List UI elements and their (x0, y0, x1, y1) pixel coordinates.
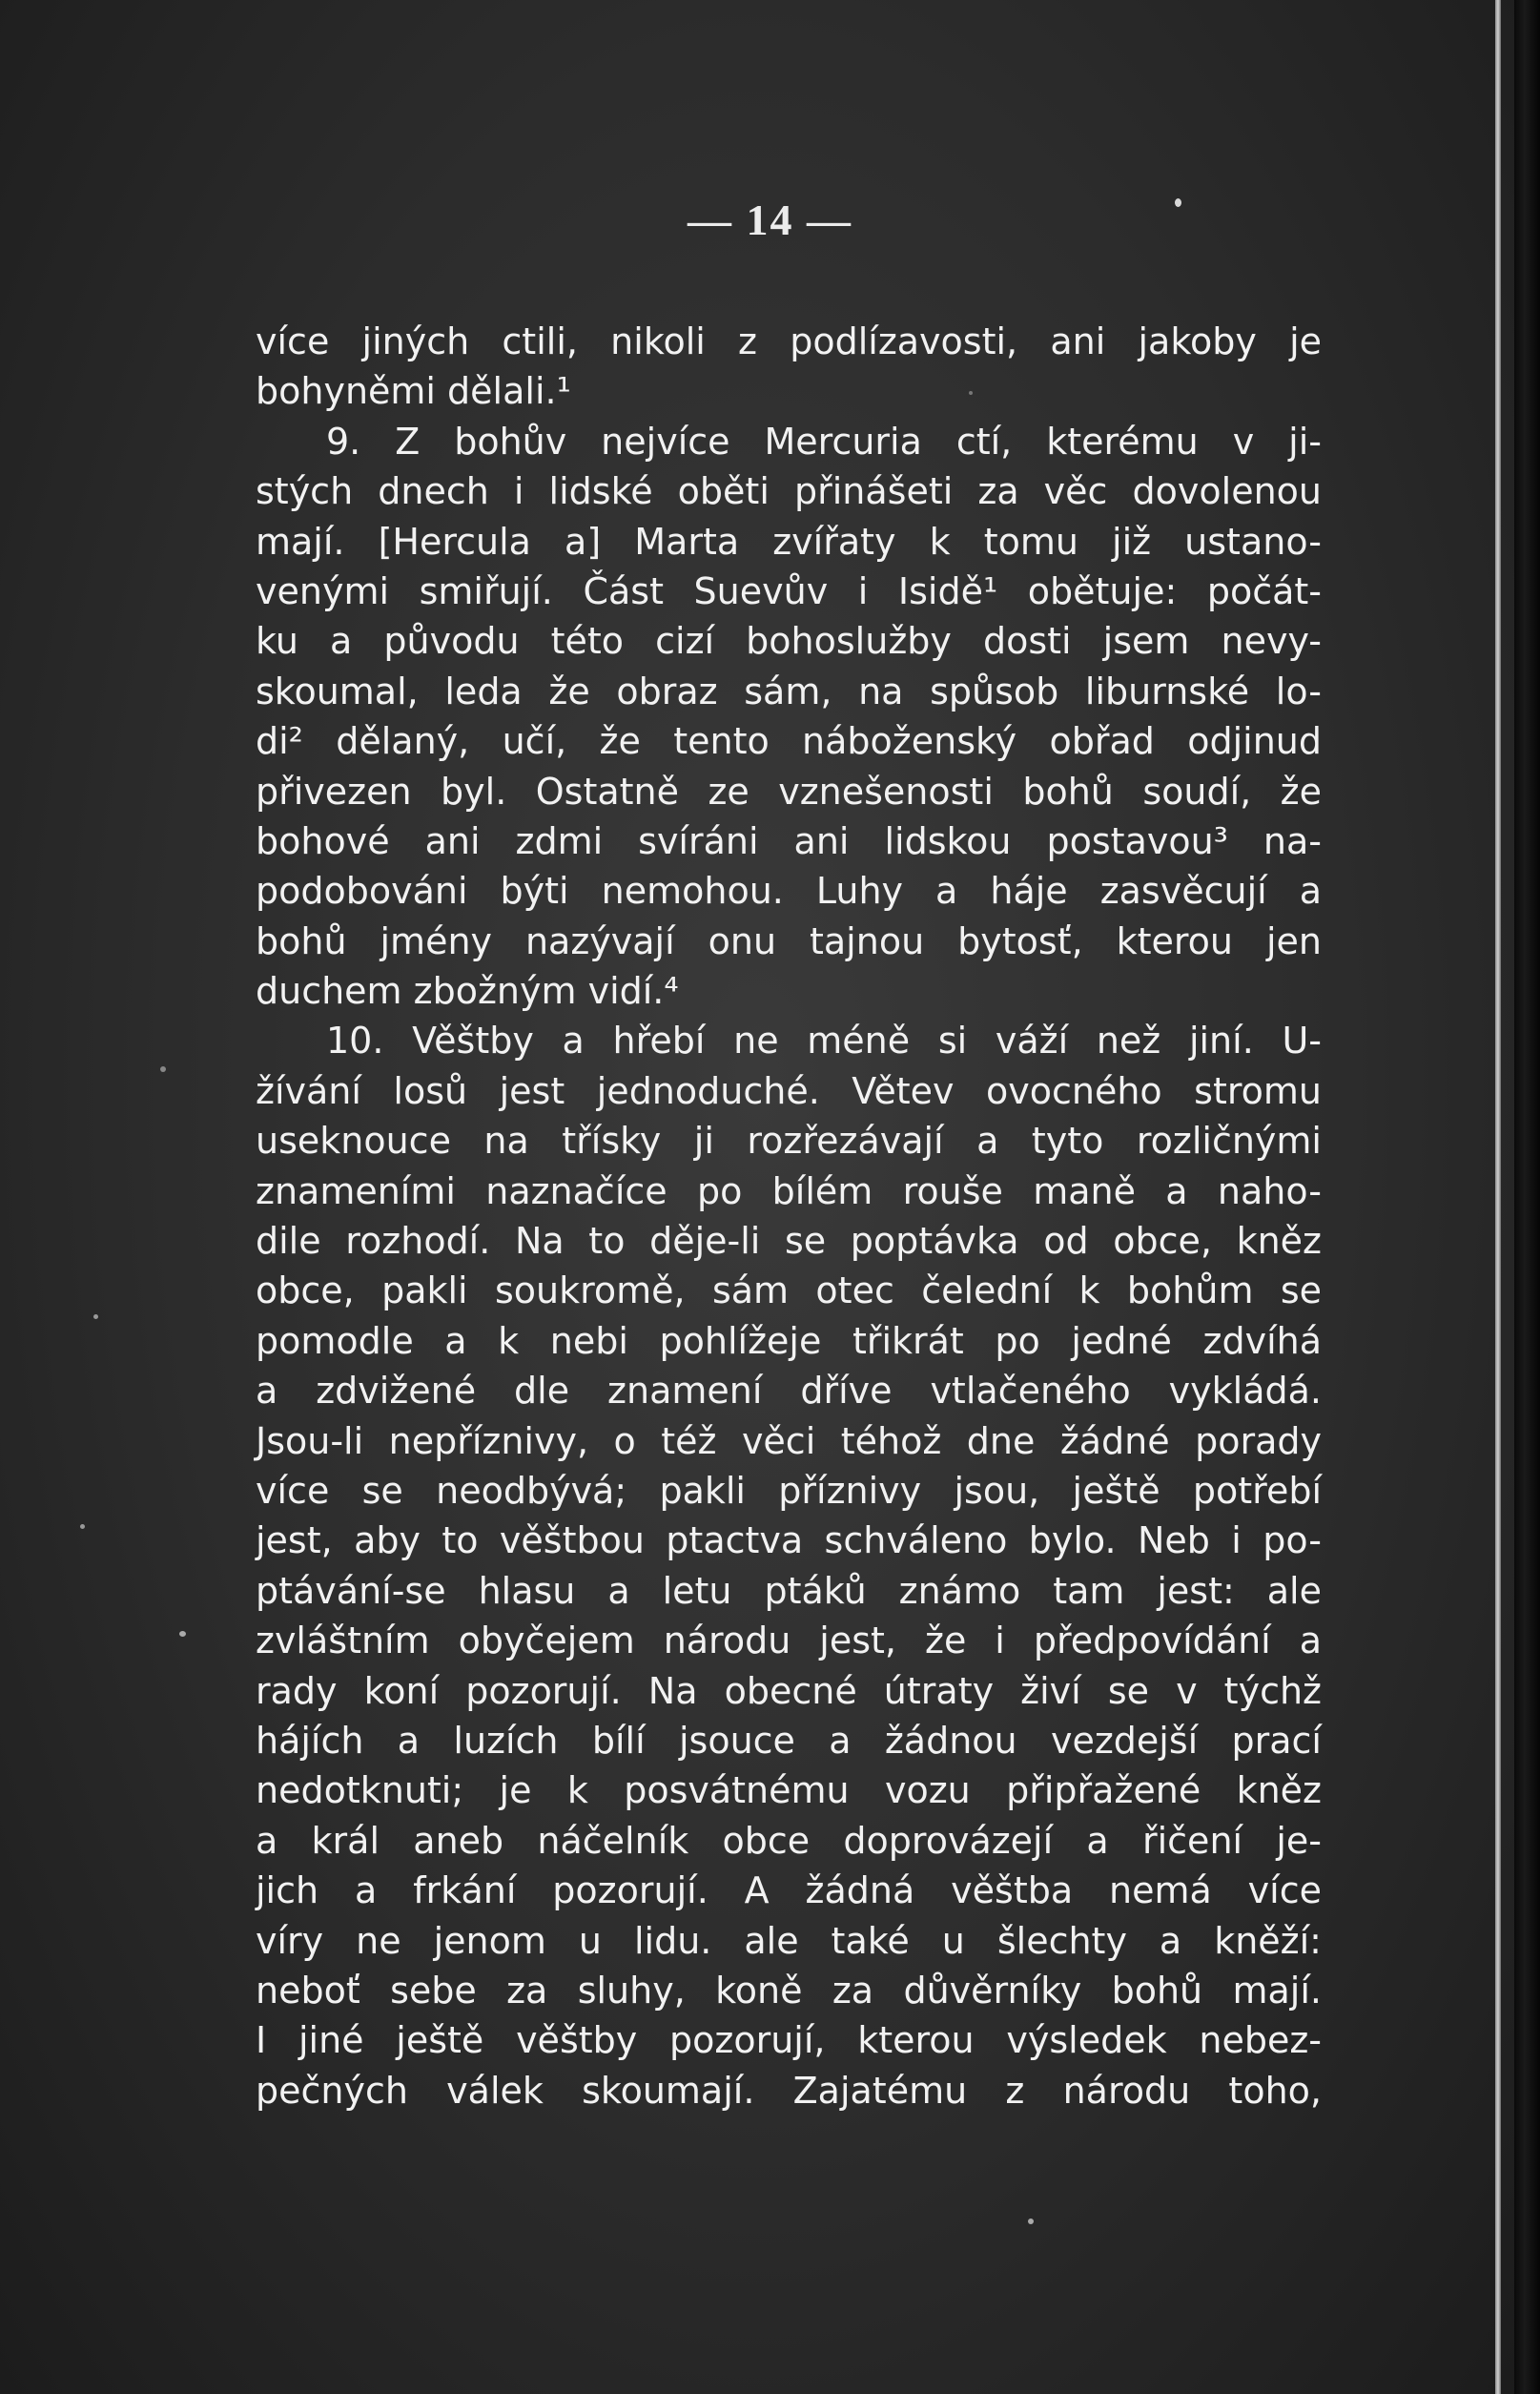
text-line: přivezen byl. Ostatně ze vznešenosti bohů soudí, že (256, 770, 1322, 813)
page-number: — 14 — (688, 196, 852, 244)
text-line: pomodle a k nebi pohlížeje třikrát po jedné zdvíhá (256, 1319, 1322, 1362)
text-line: I jiné ještě věštby pozorují, kterou výsledek nebez- (256, 2019, 1322, 2062)
text-line: dile rozhodí. Na to děje-li se poptávka od obce, kněz (256, 1220, 1322, 1263)
text-line: víry ne jenom u lidu. ale také u šlechty a kněží: (256, 1919, 1322, 1962)
body-text (256, 317, 1322, 2115)
text-line: pečných válek skoumají. Zajatému z národu toho, (256, 2069, 1322, 2112)
scan-speck (93, 1314, 98, 1319)
text-line: ku a původu této cizí bohoslužby dosti jsem nevy- (256, 620, 1322, 663)
text-line: skoumal, leda že obraz sám, na spůsob liburnské lo- (256, 670, 1322, 712)
text-line: useknouce na třísky ji rozřezávají a tyto rozličnými (256, 1120, 1322, 1163)
scan-border (1514, 0, 1540, 2394)
text-line: bohové ani zdmi svíráni ani lidskou postavou³ na- (256, 819, 1322, 862)
text-line: neboť sebe za sluhy, koně za důvěrníky bohů mají. (256, 1969, 1322, 2012)
text-line: více se neodbývá; pakli příznivy jsou, ještě potřebí (256, 1469, 1322, 1512)
text-line: ptávání-se hlasu a letu ptáků známo tam jest: ale (256, 1569, 1322, 1612)
binding-edge (1495, 0, 1501, 2394)
text-line: zvláštním obyčejem národu jest, že i předpovídání a (256, 1620, 1322, 1662)
text-line: a zdvižené dle znamení dříve vtlačeného vykládá. (256, 1370, 1322, 1413)
text-line: 9. Z bohův nejvíce Mercuria ctí, kterému v ji- (326, 420, 1322, 463)
text-line: obce, pakli soukromě, sám otec čelední k bohům se (256, 1269, 1322, 1312)
text-line: podobováni býti nemohou. Luhy a háje zasvěcují a (256, 870, 1322, 913)
text-line: žívání losů jest jednoduché. Větev ovocného stromu (256, 1069, 1322, 1112)
text-line: hájích a luzích bílí jsouce a žádnou vezdejší prací (256, 1719, 1322, 1762)
text-line: nedotknuti; je k posvátnému vozu připřažené kněz (256, 1769, 1322, 1812)
text-line: venými smiřují. Část Suevův i Isidě¹ obětuje: počát- (256, 569, 1322, 612)
text-line: mají. [Hercula a] Marta zvířaty k tomu již ustano- (256, 520, 1322, 563)
text-line: duchem zbožným vidí.⁴ (256, 970, 679, 1013)
text-line: bohyněmi dělali.¹ (256, 370, 571, 413)
text-line: di² dělaný, učí, že tento náboženský obřad odjinud (256, 720, 1322, 763)
scan-speck (80, 1524, 85, 1529)
text-line: jest, aby to věštbou ptactva schváleno bylo. Neb i po- (256, 1519, 1322, 1562)
text-line: jich a frkání pozorují. A žádná věštba nemá více (256, 1869, 1322, 1912)
text-line: stých dnech i lidské oběti přinášeti za věc dovolenou (256, 470, 1322, 513)
text-line: znameními naznačíce po bílém rouše maně a naho- (256, 1169, 1322, 1212)
scan-speck (1028, 2219, 1034, 2224)
scan-speck (160, 1066, 166, 1072)
text-line: a král aneb náčelník obce doprovázejí a řičení je- (256, 1819, 1322, 1862)
text-line: bohů jmény nazývají onu tajnou bytosť, kterou jen (256, 919, 1322, 962)
text-line: 10. Věštby a hřebí ne méně si váží než jiní. U- (326, 1020, 1322, 1063)
text-line: Jsou-li nepříznivy, o též věci téhož dne žádné porady (256, 1419, 1322, 1462)
text-line: rady koní pozorují. Na obecné útraty živí se v týchž (256, 1669, 1322, 1712)
scan-speck (179, 1631, 186, 1637)
text-line: více jiných ctili, nikoli z podlízavosti, ani jakoby je (256, 320, 1322, 362)
